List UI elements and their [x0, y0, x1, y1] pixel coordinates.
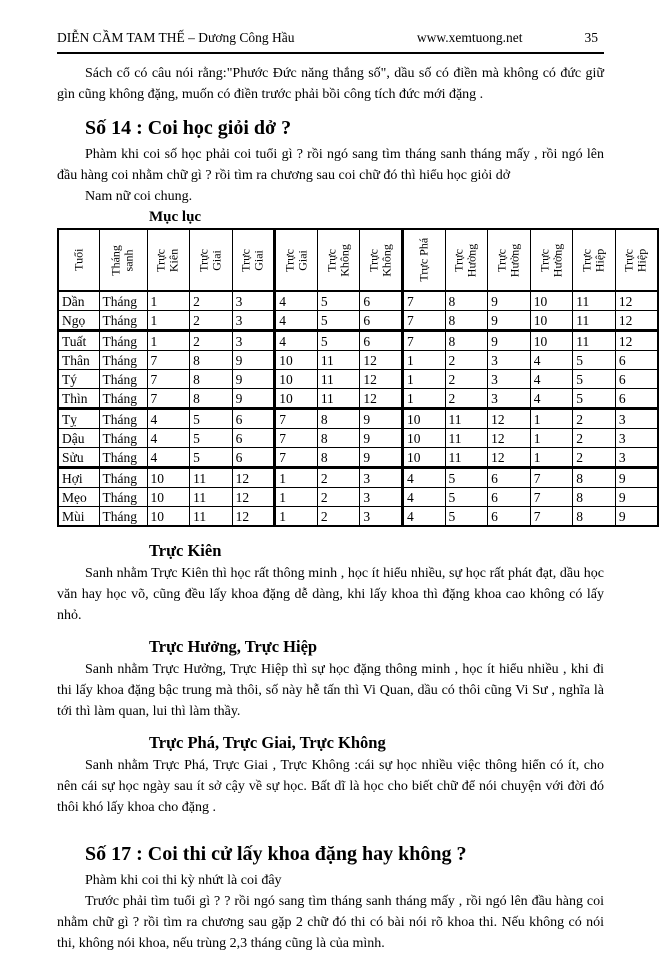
month-value-cell: 6: [615, 389, 658, 409]
row-label-thang: Tháng: [99, 351, 147, 370]
row-label-thang: Tháng: [99, 409, 147, 429]
month-value-cell: 4: [530, 370, 573, 389]
month-value-cell: 7: [402, 331, 445, 351]
month-value-cell: 7: [147, 389, 190, 409]
month-value-cell: 11: [573, 331, 616, 351]
month-value-cell: 12: [615, 311, 658, 331]
row-label-tuoi: Thân: [58, 351, 99, 370]
column-header-truc-8: Trực Hưởng: [445, 229, 488, 291]
month-value-cell: 12: [360, 389, 403, 409]
month-value-cell: 10: [275, 370, 318, 389]
page-number: 35: [584, 30, 598, 45]
table-row: [58, 468, 658, 488]
month-value-cell: 10: [147, 488, 190, 507]
table-row: [58, 370, 658, 389]
month-value-cell: 2: [190, 331, 233, 351]
month-value-cell: 6: [615, 370, 658, 389]
month-value-cell: 11: [317, 370, 360, 389]
month-value-cell: 1: [530, 448, 573, 468]
section-14-note: Nam nữ coi chung.: [85, 189, 193, 204]
month-value-cell: 12: [488, 409, 531, 429]
column-header-truc-1: Trực Kiên: [147, 229, 190, 291]
month-value-cell: 5: [190, 429, 233, 448]
month-value-cell: 12: [488, 429, 531, 448]
month-value-cell: 4: [402, 468, 445, 488]
table-row: [58, 429, 658, 448]
month-value-cell: 5: [573, 389, 616, 409]
month-value-cell: 4: [275, 291, 318, 311]
row-label-thang: Tháng: [99, 370, 147, 389]
month-value-cell: 5: [317, 311, 360, 331]
month-value-cell: 9: [488, 331, 531, 351]
month-value-cell: 3: [360, 488, 403, 507]
row-label-thang: Tháng: [99, 448, 147, 468]
month-value-cell: 10: [147, 507, 190, 527]
row-label-tuoi: Ngọ: [58, 311, 99, 331]
month-value-cell: 7: [402, 291, 445, 311]
table-row: [58, 409, 658, 429]
column-header-truc-9: Trực Hưởng: [488, 229, 531, 291]
month-value-cell: 11: [190, 488, 233, 507]
month-value-cell: 1: [530, 409, 573, 429]
row-label-tuoi: Tỵ: [58, 409, 99, 429]
month-value-cell: 3: [232, 291, 275, 311]
row-label-tuoi: Tuất: [58, 331, 99, 351]
month-value-cell: 7: [147, 351, 190, 370]
section-14-title: Số 14 : Coi học giỏi dở ?: [85, 117, 292, 139]
month-value-cell: 5: [317, 291, 360, 311]
month-value-cell: 4: [147, 429, 190, 448]
month-value-cell: 3: [488, 389, 531, 409]
month-value-cell: 7: [530, 488, 573, 507]
month-value-cell: 3: [615, 448, 658, 468]
month-value-cell: 7: [275, 409, 318, 429]
month-value-cell: 3: [232, 311, 275, 331]
month-value-cell: 5: [573, 351, 616, 370]
month-value-cell: 7: [275, 429, 318, 448]
paragraph-truc-pha-giai-khong: Sanh nhằm Trực Phá, Trực Giai , Trực Không :cái sự học nhiều việc thông hiển có ít, cho nên cái sự học ngày sau ít sở cậy về sự học. Bất dĩ là học cho biết chữ để nói chuyện với đời đó thôi khó lấy khoa cho đặng .: [57, 758, 604, 815]
month-value-cell: 12: [615, 331, 658, 351]
month-value-cell: 4: [530, 389, 573, 409]
column-header-thang-sanh: Tháng sanh: [99, 229, 147, 291]
month-value-cell: 2: [190, 291, 233, 311]
row-label-tuoi: Thìn: [58, 389, 99, 409]
row-label-tuoi: Tý: [58, 370, 99, 389]
month-value-cell: 3: [360, 507, 403, 527]
month-value-cell: 4: [147, 409, 190, 429]
row-label-tuoi: Hợi: [58, 468, 99, 488]
month-value-cell: 1: [402, 389, 445, 409]
month-value-cell: 12: [488, 448, 531, 468]
month-value-cell: 4: [530, 351, 573, 370]
running-header: [57, 30, 604, 54]
month-value-cell: 8: [317, 409, 360, 429]
heading-truc-huong-hiep: Trực Hưởng, Trực Hiệp: [149, 637, 318, 656]
month-value-cell: 11: [445, 429, 488, 448]
month-value-cell: 12: [360, 370, 403, 389]
month-value-cell: 2: [190, 311, 233, 331]
month-value-cell: 1: [530, 429, 573, 448]
month-value-cell: 2: [573, 429, 616, 448]
month-value-cell: 7: [147, 370, 190, 389]
column-header-truc-3: Trực Giai: [232, 229, 275, 291]
month-value-cell: 10: [402, 429, 445, 448]
row-label-tuoi: Sửu: [58, 448, 99, 468]
month-value-cell: 12: [232, 488, 275, 507]
intro-paragraph: Sách cổ có câu nói rằng:"Phước Đức năng thắng số", dầu số có điền mà không có đức giữ gìn cũng không đặng, muốn có điền trước phải bồi công tích đức mới đặng .: [57, 66, 604, 102]
heading-truc-kien: Trực Kiên: [149, 541, 222, 560]
month-value-cell: 3: [360, 468, 403, 488]
month-value-cell: 6: [232, 448, 275, 468]
month-value-cell: 11: [190, 468, 233, 488]
month-value-cell: 4: [402, 507, 445, 527]
month-value-cell: 8: [190, 351, 233, 370]
heading-truc-pha-giai-khong: Trực Phá, Trực Giai, Trực Không: [149, 733, 386, 752]
column-header-truc-6: Trực Không: [360, 229, 403, 291]
month-value-cell: 10: [275, 351, 318, 370]
month-value-cell: 5: [190, 448, 233, 468]
month-value-cell: 1: [402, 351, 445, 370]
month-value-cell: 12: [232, 507, 275, 527]
table-row: [58, 448, 658, 468]
month-value-cell: 6: [360, 311, 403, 331]
month-value-cell: 8: [573, 507, 616, 527]
month-value-cell: 8: [190, 370, 233, 389]
month-value-cell: 9: [232, 370, 275, 389]
section-17-paragraph: Trước phải tìm tuổi gì ? ? rồi ngó sang tìm tháng sanh tháng mấy , rồi ngó lên đầu hàng coi nhằm chữ gì ? rồi tìm ra chương sau gặp 2 chữ đó thi có bài nói rõ khoa thi. Nếu không có nói thi, không nói khoa, nếu trùng 2,3 tháng cũng là của mình.: [57, 894, 604, 951]
month-value-cell: 8: [573, 468, 616, 488]
month-value-cell: 1: [402, 370, 445, 389]
paragraph-truc-huong-hiep: Sanh nhằm Trực Hưởng, Trực Hiệp thì sự học đặng thông minh , học ít hiểu nhiều , khi đi thi lấy khoa đặng bậc trung mà thôi, số này hễ tấn thì Vi Quan, dầu có thôi cũng Vi Sư , nghĩa là tới thì làm quan, lui thì làm thầy.: [57, 662, 604, 719]
month-value-cell: 8: [573, 488, 616, 507]
month-value-cell: 3: [615, 429, 658, 448]
month-value-cell: 3: [488, 351, 531, 370]
month-value-cell: 4: [275, 311, 318, 331]
table-row: [58, 331, 658, 351]
column-header-truc-7: Trực Phá: [402, 229, 445, 291]
month-value-cell: 7: [402, 311, 445, 331]
row-label-tuoi: Dậu: [58, 429, 99, 448]
section-17-lead: Phàm khi coi thi kỳ nhứt là coi đây: [85, 873, 282, 888]
month-value-cell: 6: [488, 468, 531, 488]
column-header-truc-4: Trực Giai: [275, 229, 318, 291]
month-value-cell: 9: [360, 429, 403, 448]
month-value-cell: 9: [488, 311, 531, 331]
month-value-cell: 1: [275, 507, 318, 527]
month-value-cell: 2: [445, 389, 488, 409]
column-header-tuoi: Tuổi: [58, 229, 99, 291]
column-header-truc-12: Trực Hiệp: [615, 229, 658, 291]
month-value-cell: 8: [190, 389, 233, 409]
row-label-tuoi: Mẹo: [58, 488, 99, 507]
month-value-cell: 11: [573, 291, 616, 311]
month-value-cell: 11: [190, 507, 233, 527]
month-value-cell: 7: [275, 448, 318, 468]
month-value-cell: 2: [317, 468, 360, 488]
month-value-cell: 12: [232, 468, 275, 488]
month-value-cell: 2: [445, 351, 488, 370]
row-label-thang: Tháng: [99, 507, 147, 527]
book-title: DIỄN CẦM TAM THẾ – Dương Công Hầu: [57, 30, 295, 45]
table-title: Mục lục: [149, 209, 202, 225]
month-value-cell: 8: [445, 291, 488, 311]
month-value-cell: 1: [275, 488, 318, 507]
month-value-cell: 10: [530, 291, 573, 311]
section-14-paragraph: Phàm khi coi số học phải coi tuổi gì ? rồi ngó sang tìm tháng sanh tháng mấy , rồi ngó lên đầu hàng coi nhằm chữ gì ? rồi tìm ra chương sau coi chữ đó thì hiểu học giỏi dở: [57, 147, 604, 183]
month-value-cell: 3: [232, 331, 275, 351]
month-value-cell: 10: [402, 409, 445, 429]
month-value-cell: 2: [317, 507, 360, 527]
month-value-cell: 1: [147, 331, 190, 351]
month-value-cell: 6: [360, 331, 403, 351]
month-value-cell: 2: [573, 448, 616, 468]
month-value-cell: 8: [317, 429, 360, 448]
month-value-cell: 10: [275, 389, 318, 409]
month-value-cell: 7: [530, 468, 573, 488]
month-value-cell: 1: [147, 311, 190, 331]
column-header-truc-2: Trực Giai: [190, 229, 233, 291]
paragraph-truc-kien: Sanh nhằm Trực Kiên thì học rất thông minh , học ít hiểu nhiều, sự học rất phát đạt, dầu học văn hay học võ, cũng đều lấy khoa đặng dễ dàng, khi lấy khoa thì đặng khoa cao không có lấy nhỏ.: [57, 566, 604, 623]
month-value-cell: 6: [488, 488, 531, 507]
row-label-tuoi: Dần: [58, 291, 99, 311]
month-value-cell: 2: [573, 409, 616, 429]
table-row: [58, 488, 658, 507]
website-url: www.xemtuong.net: [416, 30, 523, 45]
month-value-cell: 1: [147, 291, 190, 311]
month-value-cell: 2: [317, 488, 360, 507]
month-value-cell: 8: [445, 311, 488, 331]
month-value-cell: 6: [232, 429, 275, 448]
month-value-cell: 12: [615, 291, 658, 311]
muc-luc-table: [57, 228, 659, 527]
month-value-cell: 5: [317, 331, 360, 351]
month-value-cell: 5: [573, 370, 616, 389]
month-value-cell: 5: [190, 409, 233, 429]
row-label-thang: Tháng: [99, 331, 147, 351]
month-value-cell: 10: [530, 311, 573, 331]
month-value-cell: 4: [275, 331, 318, 351]
month-value-cell: 4: [402, 488, 445, 507]
month-value-cell: 11: [573, 311, 616, 331]
month-value-cell: 8: [445, 331, 488, 351]
month-value-cell: 3: [488, 370, 531, 389]
column-header-truc-11: Trực Hiệp: [573, 229, 616, 291]
month-value-cell: 9: [232, 351, 275, 370]
table-header-row: [58, 229, 658, 291]
table-row: [58, 389, 658, 409]
month-value-cell: 12: [360, 351, 403, 370]
month-value-cell: 5: [445, 507, 488, 527]
month-value-cell: 3: [615, 409, 658, 429]
month-value-cell: 11: [445, 409, 488, 429]
month-value-cell: 5: [445, 488, 488, 507]
month-value-cell: 9: [360, 448, 403, 468]
row-label-thang: Tháng: [99, 429, 147, 448]
month-value-cell: 9: [488, 291, 531, 311]
month-value-cell: 11: [317, 389, 360, 409]
month-value-cell: 10: [530, 331, 573, 351]
month-value-cell: 6: [488, 507, 531, 527]
row-label-thang: Tháng: [99, 488, 147, 507]
month-value-cell: 2: [445, 370, 488, 389]
month-value-cell: 4: [147, 448, 190, 468]
month-value-cell: 8: [317, 448, 360, 468]
table-row: [58, 291, 658, 311]
row-label-thang: Tháng: [99, 389, 147, 409]
month-value-cell: 9: [232, 389, 275, 409]
month-value-cell: 6: [615, 351, 658, 370]
table-row: [58, 507, 658, 527]
column-header-truc-5: Trực Không: [317, 229, 360, 291]
month-value-cell: 6: [360, 291, 403, 311]
row-label-thang: Tháng: [99, 311, 147, 331]
month-value-cell: 10: [147, 468, 190, 488]
month-value-cell: 5: [445, 468, 488, 488]
month-value-cell: 11: [445, 448, 488, 468]
month-value-cell: 11: [317, 351, 360, 370]
month-value-cell: 9: [615, 468, 658, 488]
row-label-thang: Tháng: [99, 291, 147, 311]
table-row: [58, 351, 658, 370]
row-label-thang: Tháng: [99, 468, 147, 488]
month-value-cell: 6: [232, 409, 275, 429]
table-row: [58, 311, 658, 331]
month-value-cell: 10: [402, 448, 445, 468]
row-label-tuoi: Mùi: [58, 507, 99, 527]
section-17-title: Số 17 : Coi thi cử lấy khoa đặng hay không ?: [85, 843, 467, 865]
column-header-truc-10: Trực Hưởng: [530, 229, 573, 291]
month-value-cell: 7: [530, 507, 573, 527]
month-value-cell: 1: [275, 468, 318, 488]
month-value-cell: 9: [615, 507, 658, 527]
month-value-cell: 9: [615, 488, 658, 507]
month-value-cell: 9: [360, 409, 403, 429]
